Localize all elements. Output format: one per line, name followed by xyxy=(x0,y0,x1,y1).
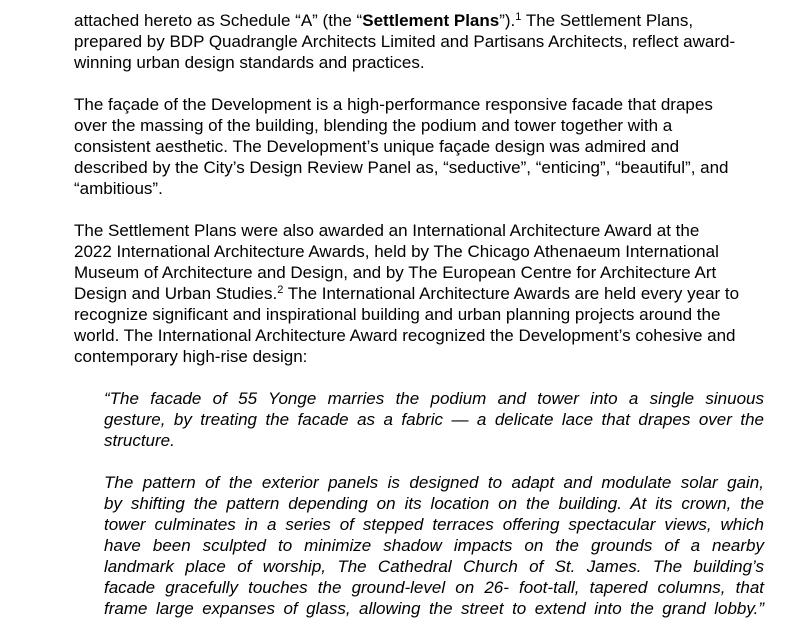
quote-line: structure. xyxy=(104,431,175,450)
text-line xyxy=(74,10,786,31)
text-line: The Settlement Plans were also awarded an International Architecture Award at the xyxy=(74,221,700,240)
quote-line: gesture, by treating the facade as a fabric — a delicate lace that drapes over the xyxy=(104,410,764,429)
paragraph-gap xyxy=(74,199,786,220)
paragraph-award xyxy=(74,220,786,367)
quote-line: “The facade of 55 Yonge marries the podium and tower into a single sinuous xyxy=(104,389,764,408)
text-line: world. The International Architecture Award recognized the Development’s cohesive and xyxy=(74,326,736,345)
defined-term: Settlement Plans xyxy=(362,11,500,30)
text-line: recognize significant and inspirational building and urban planning projects around the xyxy=(74,305,721,324)
paragraph-facade xyxy=(74,94,786,199)
quote-line: tower culminates in a series of stepped terraces offering spectacular views, which xyxy=(104,515,764,534)
text-line: The façade of the Development is a high-performance responsive facade that drapes xyxy=(74,95,713,114)
quote-line: frame large expanses of glass, allowing the street to extend into the grand lobby.” xyxy=(104,599,764,618)
paragraph-gap xyxy=(74,367,786,388)
text-line xyxy=(74,283,786,304)
text-line: Museum of Architecture and Design, and by The European Centre for Architecture Art xyxy=(74,263,717,282)
paragraph-gap xyxy=(104,451,764,472)
text-line: prepared by BDP Quadrangle Architects Limited and Partisans Architects, reflect award- xyxy=(74,32,736,51)
quote-line: The pattern of the exterior panels is designed to adapt and modulate solar gain, xyxy=(104,473,764,492)
text-run: Design and Urban Studies. xyxy=(74,284,278,303)
text-line: over the massing of the building, blending the podium and tower together with a xyxy=(74,116,673,135)
document-body xyxy=(74,10,786,619)
paragraph-settlement-plans xyxy=(74,10,786,73)
text-line: “ambitious”. xyxy=(74,179,163,198)
footnote-ref-1[interactable]: 1 xyxy=(515,11,522,23)
footnote-ref-2[interactable]: 2 xyxy=(277,284,284,296)
text-run: attached hereto as Schedule “A” (the “ xyxy=(74,11,363,30)
text-run: ”). xyxy=(499,11,516,30)
text-run: The Settlement Plans, xyxy=(521,11,694,30)
block-quote xyxy=(104,388,764,619)
quote-line: landmark place of worship, The Cathedral Church of St. James. The building’s xyxy=(104,557,764,576)
text-run: The International Architecture Awards are held every year to xyxy=(283,284,740,303)
text-line: contemporary high-rise design: xyxy=(74,347,308,366)
paragraph-gap xyxy=(74,73,786,94)
text-line: described by the City’s Design Review Panel as, “seductive”, “enticing”, “beautiful”, and xyxy=(74,158,729,177)
quote-line: have been sculpted to minimize shadow impacts on the grounds of a nearby xyxy=(104,536,764,555)
text-line: 2022 International Architecture Awards, held by The Chicago Athenaeum International xyxy=(74,242,719,261)
text-line: winning urban design standards and practices. xyxy=(74,53,425,72)
quote-line: by shifting the pattern depending on its location on the building. At its crown, the xyxy=(104,494,764,513)
quote-line: facade gracefully touches the ground-level on 26- foot-tall, tapered columns, that xyxy=(104,578,764,597)
text-line: consistent aesthetic. The Development’s unique façade design was admired and xyxy=(74,137,680,156)
